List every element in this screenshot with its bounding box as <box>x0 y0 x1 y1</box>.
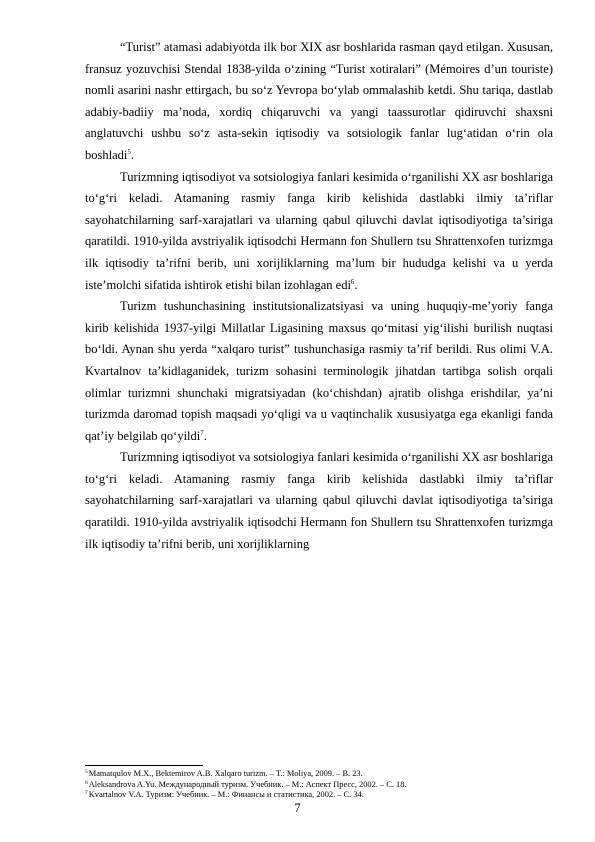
paragraph-tail: . <box>354 277 358 292</box>
footnote-ref-6[interactable]: 6 <box>350 277 355 286</box>
body-text <box>85 37 553 555</box>
footnote-number: 6 <box>85 779 88 786</box>
page-number: 7 <box>294 801 301 815</box>
paragraph-turist-term <box>85 37 553 167</box>
footnote-5 <box>85 769 555 780</box>
footnote-ref-7[interactable]: 7 <box>200 428 204 437</box>
footnotes <box>85 769 555 801</box>
footnote-ref-5[interactable]: 5 <box>127 147 131 156</box>
paragraph-text: Turizmning iqtisodiyot va sotsiologiya fanlari kesimida o‘rganilishi XX asr boshlariga to‘g‘ri keladi. Atamaning rasmiy fanga kirib kelishida dastlabki ilmiy ta’riflar sayohatchilarning sarf-xarajatlari va ularning qabul qiluvchi davlat iqtisodiyotiga ta’siriga qaratildi. 1910-yilda avstriyalik iqtisodchi Hermann fon Shullern tsu Shrattenxofen turizmga ilk iqtisodiy ta’rifni berib, uni xorijliklarning <box>85 450 553 551</box>
footnote-text: Kvartalnov V.A. Туризм: Учебник. – М.: Финансы и статистика, 2002. – С. 34. <box>88 790 364 800</box>
footnote-7 <box>85 790 555 801</box>
footnote-number: 7 <box>85 790 88 797</box>
footnote-text: Aleksandrova A.Yu. Международный туризм. Учебник. – М.: Аспект Пресс, 2002. – С. 18. <box>88 779 407 789</box>
footnote-6 <box>85 780 555 791</box>
paragraph-text: Turizmning iqtisodiyot va sotsiologiya fanlari kesimida o‘rganilishi XX asr boshlariga to‘g‘ri keladi. Atamaning rasmiy fanga kirib kelishida dastlabki ilmiy ta’riflar sayohatchilarning sarf-xarajatlari va ularning qabul qiluvchi davlat iqtisodiyotiga ta’siriga qaratildi. 1910-yilda avstriyalik iqtisodchi Hermann fon Shullern tsu Shrattenxofen turizmga ilk iqtisodiy ta’rifni berib, uni xorijliklarning ma’lum bir hududga kelishi va u yerda iste’molchi sifatida ishtirok etishi bilan izohlagan edi <box>85 169 553 292</box>
footnote-number: 5 <box>85 769 88 775</box>
paragraph-economics-sociology-repeat <box>85 447 553 555</box>
paragraph-tail: . <box>130 147 134 162</box>
paragraph-text: “Turist” atamasi adabiyotda ilk bor XIX asr boshlarida rasman qayd etilgan. Xususan, fransuz yozuvchisi Stendal 1838-yilda o‘zining “Turist xotiralari” (Mémoires d’un touriste) nomli asarini nashr ettirgach, bu so‘z Yevropa bo‘ylab ommalashib ketdi. Shu tariqa, dastlab adabiy-badiiy ma’noda, xordiq chiqaruvchi va yangi taassurotlar qidiruvchi shaxsni anglatuvchi ushbu so‘z asta-sekin iqtisodiy va sotsiologik fanlar lug‘atidan o‘rin ola boshladi <box>85 40 553 162</box>
paragraph-text: Turizm tushunchasining institutsionalizatsiyasi va uning huquqiy-me’yoriy fanga kirib kelishida 1937-yilgi Millatlar Ligasining maxsus qo‘mitasi yig‘ilishi burilish nuqtasi bo‘ldi. Aynan shu yerda “xalqaro turist” tushunchasiga rasmiy ta’rif berildi. Rus olimi V.A. Kvartalnov ta’kidlaganidek, turizm sohasini terminologik jihatdan tartibga solish orqali olimlar turizmni shunchaki migratsiyadan (ko‘chishdan) ajratib olishga erishdilar, ya’ni turizmda daromad topish maqsadi yo‘qligi va u vaqtinchalik xususiyatga ega ekanligi fanda qat’iy belgilab qo‘yildi <box>85 299 553 443</box>
paragraph-economics-sociology <box>85 167 553 297</box>
footnote-text: Mamatqulov M.X., Bektemirov A.B. Xalqaro turizm. – T.: Moliya, 2009. – B. 23. <box>88 769 363 778</box>
paragraph-institutionalization <box>85 296 553 447</box>
footnote-divider <box>85 765 203 766</box>
paragraph-tail: . <box>203 428 207 443</box>
